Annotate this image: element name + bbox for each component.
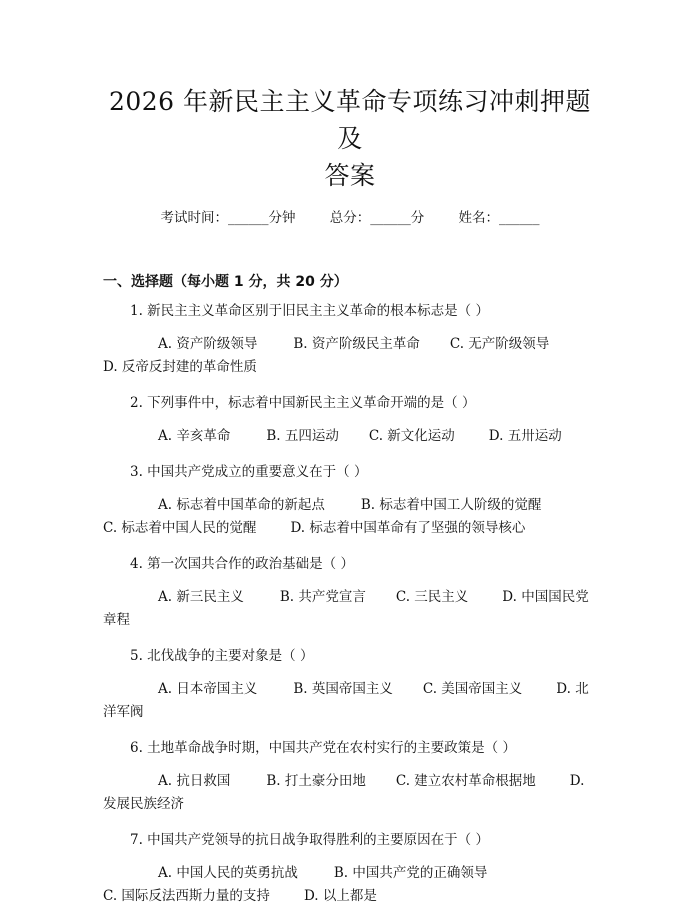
option-a: A. 辛亥革命 [158, 428, 231, 444]
option-a: A. 日本帝国主义 [158, 681, 258, 697]
option-b: B. 五四运动 [266, 428, 339, 444]
option-c: C. 建立农村革命根据地 [395, 773, 536, 789]
option-list [103, 862, 597, 908]
section-heading: 一、选择题（每小题 1 分，共 20 分） [103, 274, 348, 290]
total-score-field: 总分：______分 [329, 210, 425, 226]
option-c: C. 新文化运动 [368, 428, 455, 444]
option-c: C. 美国帝国主义 [422, 681, 523, 697]
option-b: B. 打土豪分田地 [266, 773, 366, 789]
document-title [103, 0, 597, 194]
option-a: A. 资产阶级领导 [158, 336, 258, 352]
option-b: B. 英国帝国主义 [293, 681, 393, 697]
option-b: B. 共产党宣言 [279, 589, 366, 605]
option-c: C. 国际反法西斯力量的支持 [103, 888, 270, 904]
option-list [103, 586, 597, 632]
question-list [103, 301, 597, 908]
option-c: C. 无产阶级领导 [449, 336, 550, 352]
option-d: D. 五卅运动 [488, 428, 562, 444]
option-a: A. 标志着中国革命的新起点 [158, 497, 325, 513]
option-a: A. 新三民主义 [158, 589, 244, 605]
option-a: A. 抗日救国 [158, 773, 231, 789]
question-stem: 7. 中国共产党领导的抗日战争取得胜利的主要原因在于（ ） [130, 832, 489, 848]
option-d: D. 北洋军阀 [103, 681, 589, 720]
question-stem: 2. 下列事件中，标志着中国新民主主义革命开端的是（ ） [130, 395, 476, 411]
question-item [103, 301, 597, 379]
option-a: A. 中国人民的英勇抗战 [158, 865, 298, 881]
option-list [103, 678, 597, 724]
question-item [103, 393, 597, 448]
question-item [103, 830, 597, 908]
question-item [103, 554, 597, 632]
option-b: B. 中国共产党的正确领导 [333, 865, 488, 881]
question-stem: 3. 中国共产党成立的重要意义在于（ ） [130, 464, 368, 480]
option-d: D. 中国国民党章程 [103, 589, 589, 628]
exam-info-line [103, 208, 597, 228]
option-c: C. 三民主义 [395, 589, 469, 605]
question-stem: 5. 北伐战争的主要对象是（ ） [130, 648, 314, 664]
question-stem: 4. 第一次国共合作的政治基础是（ ） [130, 556, 354, 572]
name-field: 姓名：______ [458, 210, 540, 226]
option-list [103, 333, 597, 379]
option-c: C. 标志着中国人民的觉醒 [103, 520, 257, 536]
title-line-1: 2026 年新民主主义革命专项练习冲刺押题及 [108, 87, 592, 153]
question-item [103, 738, 597, 816]
question-item [103, 646, 597, 724]
option-list [103, 494, 597, 540]
option-d: D. 以上都是 [303, 888, 377, 904]
option-d: D. 发展民族经济 [103, 773, 585, 812]
question-stem: 1. 新民主主义革命区别于旧民主主义革命的根本标志是（ ） [130, 303, 489, 319]
option-b: B. 标志着中国工人阶级的觉醒 [360, 497, 542, 513]
question-stem: 6. 土地革命战争时期，中国共产党在农村实行的主要政策是（ ） [130, 740, 516, 756]
option-b: B. 资产阶级民主革命 [293, 336, 420, 352]
option-d: D. 反帝反封建的革命性质 [103, 359, 257, 375]
option-list [103, 770, 597, 816]
title-line-2: 答案 [324, 161, 376, 190]
option-list [103, 425, 597, 448]
option-d: D. 标志着中国革命有了坚强的领导核心 [290, 520, 526, 536]
exam-time-field: 考试时间：______分钟 [160, 210, 296, 226]
question-item [103, 462, 597, 540]
